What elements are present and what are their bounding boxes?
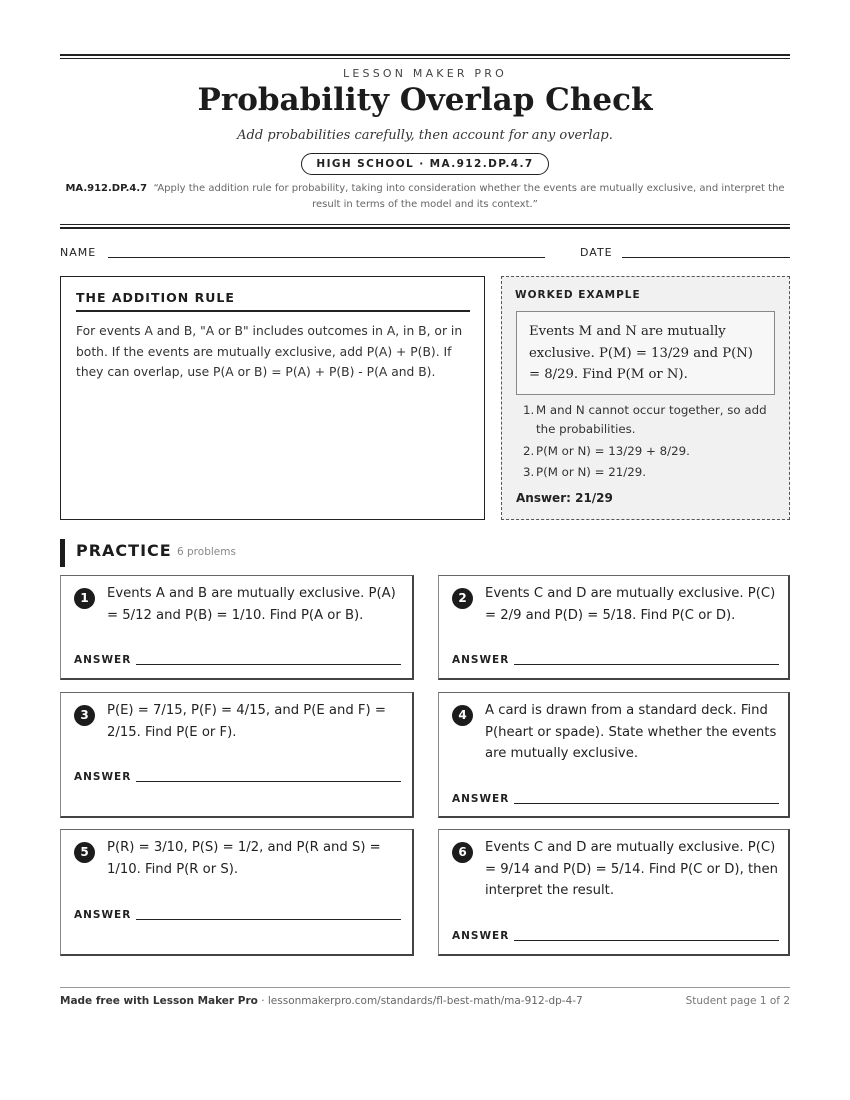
footer-url[interactable]: lessonmakerpro.com/standards/fl-best-math/ma-912-dp-4-7 — [267, 995, 583, 1007]
page-title: Probability Overlap Check — [197, 82, 653, 118]
footer-brand: Made free with Lesson Maker Pro — [60, 995, 258, 1007]
problem-number-badge: 3 — [74, 705, 95, 726]
date-label: DATE — [580, 246, 613, 259]
problem-card-6 — [438, 829, 790, 956]
worked-step: 3. P(M or N) = 21/29. — [523, 465, 647, 479]
problem-text: Events C and D are mutually exclusive. P(C) = 2/9 and P(D) = 5/18. Find P(C or D). — [485, 586, 776, 623]
standard-code: MA.912.DP.4.7 — [65, 183, 148, 194]
addition-rule-text: For events A and B, "A or B" includes outcomes in A, in B, or in both. If the events are mutually exclusive, add P(A) + P(B). If they can overlap, use P(A or B) = P(A) + P(B) - P(A and B). — [76, 324, 463, 379]
footer-credit: Made free with Lesson Maker Pro · lessonmakerpro.com/standards/fl-best-math/ma-912-dp-4-7 — [60, 995, 583, 1007]
name-field[interactable] — [108, 257, 545, 258]
problem-text: P(R) = 3/10, P(S) = 1/2, and P(R and S) = 1/10. Find P(R or S). — [107, 840, 381, 877]
practice-count: 6 problems — [177, 546, 236, 558]
practice-accent-bar — [60, 539, 65, 567]
worked-example-question: Events M and N are mutually exclusive. P(M) = 13/29 and P(N) = 8/29. Find P(M or N). — [516, 311, 775, 395]
worked-example-heading: WORKED EXAMPLE — [515, 289, 641, 301]
answer-label: ANSWER — [452, 654, 510, 666]
problem-text: Events A and B are mutually exclusive. P(A) = 5/12 and P(B) = 1/10. Find P(A or B). — [107, 586, 396, 623]
answer-label: ANSWER — [74, 654, 132, 666]
problem-number-badge: 6 — [452, 842, 473, 863]
problem-card-5 — [60, 829, 414, 956]
footer-rule — [60, 987, 790, 988]
standard-text: “Apply the addition rule for probability, taking into consideration whether the events are mutually exclusive, and interpret the result in terms of the model and its context.” — [153, 183, 785, 210]
answer-field-3[interactable] — [136, 781, 401, 782]
page-subtitle: Add probabilities carefully, then account for any overlap. — [237, 128, 613, 143]
problem-text: P(E) = 7/15, P(F) = 4/15, and P(E and F) = 2/15. Find P(E or F). — [107, 703, 386, 740]
problem-text: A card is drawn from a standard deck. Find P(heart or spade). State whether the events are mutually exclusive. — [485, 703, 777, 761]
worked-example-answer: Answer: 21/29 — [516, 491, 613, 505]
problem-card-4 — [438, 692, 790, 818]
date-field[interactable] — [622, 257, 790, 258]
problem-number-badge: 5 — [74, 842, 95, 863]
addition-rule-box — [60, 276, 485, 520]
worked-step: 1. M and N cannot occur together, so add the probabilities. — [523, 403, 767, 436]
top-double-rule — [60, 54, 790, 59]
worked-example-box — [501, 276, 790, 520]
practice-heading: PRACTICE — [76, 541, 172, 560]
answer-field-5[interactable] — [136, 919, 401, 920]
answer-label: ANSWER — [452, 930, 510, 942]
problem-number-badge: 1 — [74, 588, 95, 609]
addition-rule-heading: THE ADDITION RULE — [76, 290, 470, 312]
problem-card-2 — [438, 575, 790, 680]
problem-number-badge: 2 — [452, 588, 473, 609]
standard-description — [60, 181, 790, 213]
problem-number-badge: 4 — [452, 705, 473, 726]
answer-field-4[interactable] — [514, 803, 779, 804]
name-label: NAME — [60, 246, 97, 259]
answer-field-1[interactable] — [136, 664, 401, 665]
answer-label: ANSWER — [74, 909, 132, 921]
worked-step: 2. P(M or N) = 13/29 + 8/29. — [523, 443, 690, 458]
answer-field-2[interactable] — [514, 664, 779, 665]
worked-example-steps — [516, 401, 786, 485]
grade-standard-badge: HIGH SCHOOL · MA.912.DP.4.7 — [301, 153, 548, 175]
header-double-rule — [60, 224, 790, 229]
page-number: Student page 1 of 2 — [685, 995, 790, 1007]
brand-name: LESSON MAKER PRO — [343, 67, 507, 80]
problem-text: Events C and D are mutually exclusive. P(C) = 9/14 and P(D) = 5/14. Find P(C or D), then interpret the result. — [485, 840, 778, 898]
worksheet-page — [60, 0, 790, 1100]
answer-label: ANSWER — [74, 771, 132, 783]
answer-field-6[interactable] — [514, 940, 779, 941]
answer-label: ANSWER — [452, 793, 510, 805]
problem-card-3 — [60, 692, 414, 818]
problem-card-1 — [60, 575, 414, 680]
